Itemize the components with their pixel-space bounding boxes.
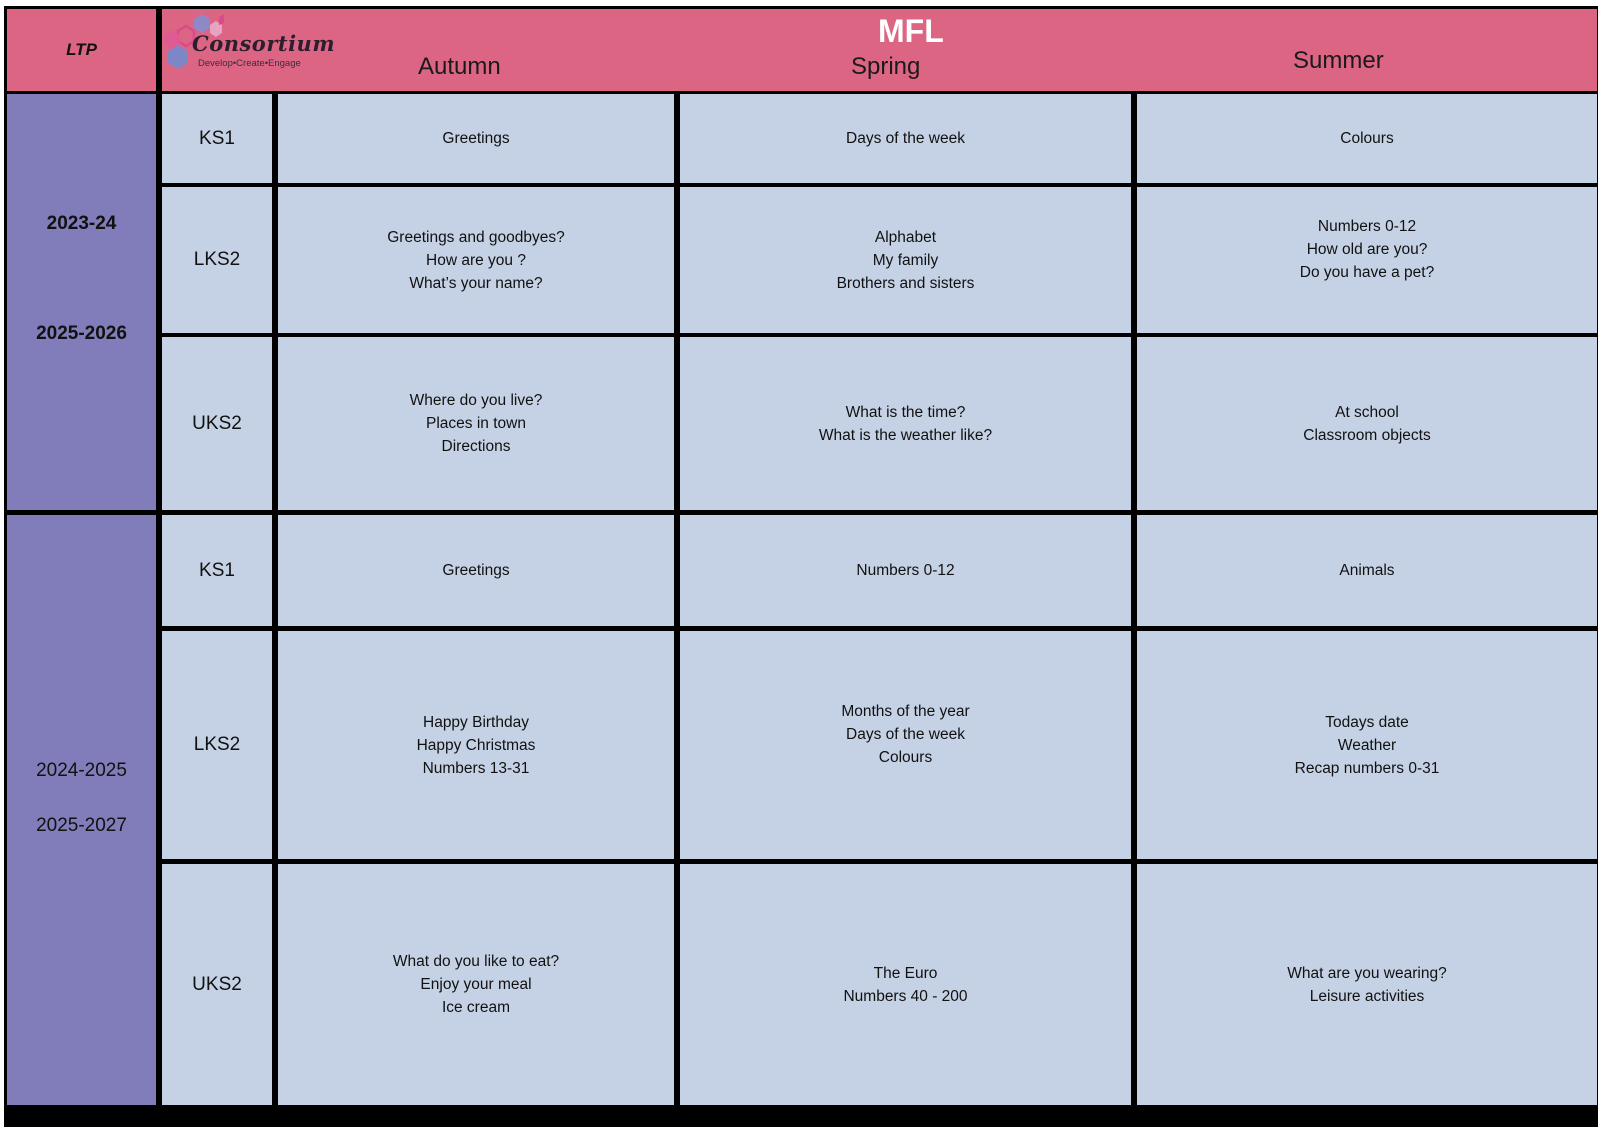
year-cell-cycle-2 [7, 515, 156, 1105]
year-cell-cycle-1 [7, 94, 156, 510]
topic-cell: Greetings [278, 94, 674, 183]
season-autumn: Autumn [418, 53, 501, 80]
year-label: 2023-24 [46, 213, 117, 234]
year-label: 2025-2027 [36, 815, 127, 836]
logo-tagline: Develop•Create•Engage [198, 58, 301, 69]
logo-wordmark: Consortium [192, 31, 336, 56]
topic-cell: At school Classroom objects [1137, 337, 1597, 510]
topic-cell: Animals [1137, 515, 1597, 626]
year-label: 2025-2026 [36, 323, 127, 344]
topic-cell: What is the time? What is the weather like? [680, 337, 1131, 510]
topic-cell: What are you wearing? Leisure activities [1137, 864, 1597, 1105]
topic-cell: The Euro Numbers 40 - 200 [680, 864, 1131, 1105]
topic-cell: Where do you live? Places in town Directions [278, 337, 674, 510]
subject-title: MFL [878, 13, 944, 49]
curriculum-table [4, 6, 1598, 1127]
topic-cell: Greetings [278, 515, 674, 626]
stage-cell: UKS2 [162, 864, 272, 1105]
stage-cell: KS1 [162, 515, 272, 626]
topic-cell: Colours [1137, 94, 1597, 183]
year-label: 2024-2025 [36, 760, 127, 781]
season-summer: Summer [1293, 47, 1384, 74]
topic-cell: Todays date Weather Recap numbers 0-31 [1137, 631, 1597, 859]
stage-cell: LKS2 [162, 631, 272, 859]
topic-cell: Numbers 0-12 [680, 515, 1131, 626]
stage-cell: LKS2 [162, 187, 272, 333]
topic-cell: Months of the year Days of the week Colours [680, 631, 1131, 859]
header-banner [162, 9, 1597, 91]
topic-cell: Alphabet My family Brothers and sisters [680, 187, 1131, 333]
topic-cell: Greetings and goodbyes? How are you ? What’s your name? [278, 187, 674, 333]
topic-cell: Days of the week [680, 94, 1131, 183]
season-spring: Spring [851, 53, 921, 80]
topic-cell: Numbers 0-12 How old are you? Do you have a pet? [1137, 187, 1597, 333]
stage-cell: UKS2 [162, 337, 272, 510]
topic-cell: What do you like to eat? Enjoy your meal Ice cream [278, 864, 674, 1105]
consortium-logo [164, 11, 334, 73]
stage-cell: KS1 [162, 94, 272, 183]
ltp-label: LTP [7, 9, 156, 91]
topic-cell: Happy Birthday Happy Christmas Numbers 13-31 [278, 631, 674, 859]
